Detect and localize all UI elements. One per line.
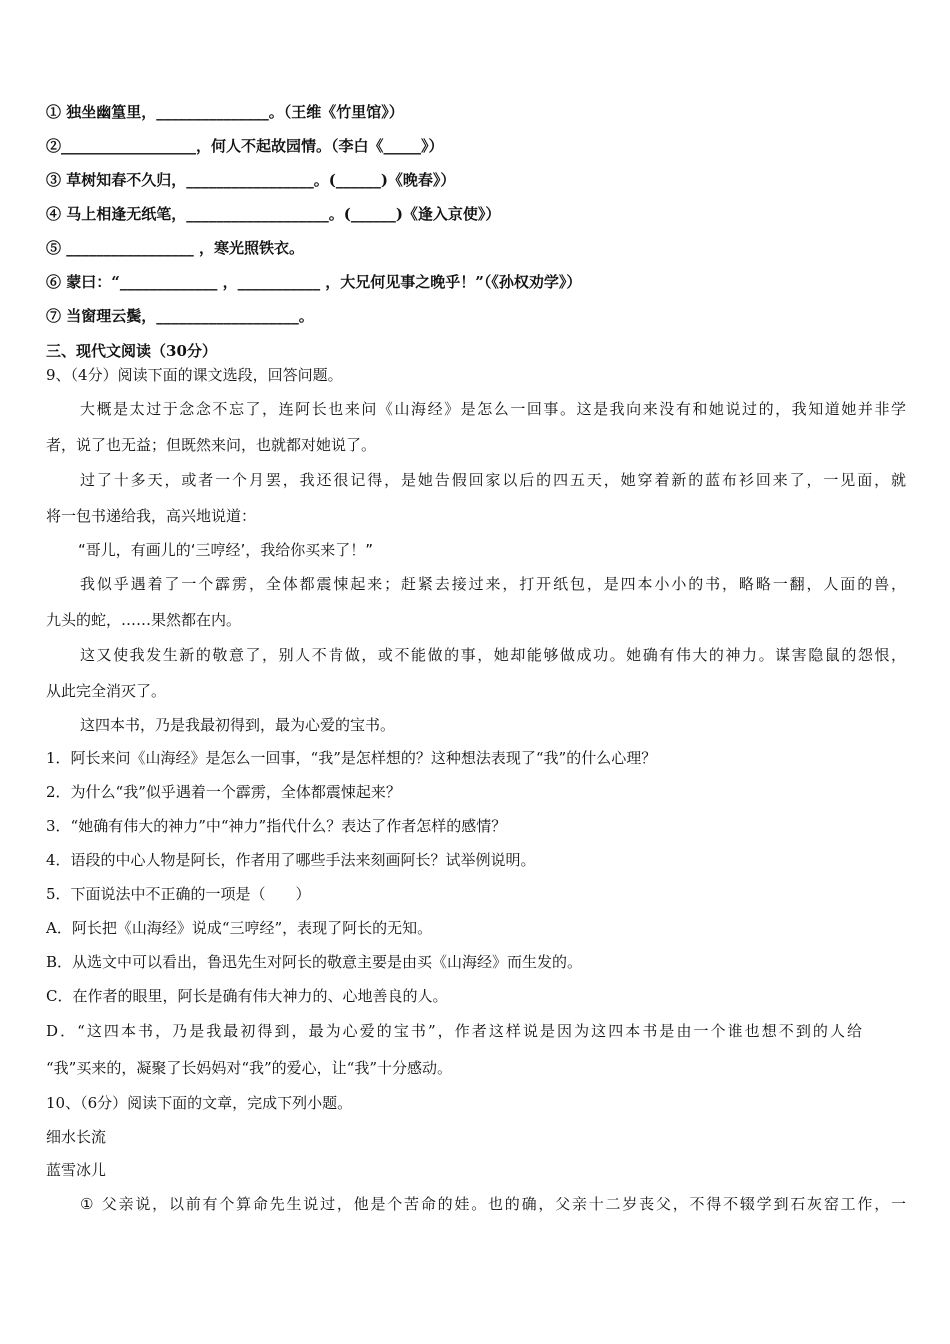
question-item: 5．下面说法中不正确的一项是（ ） xyxy=(46,885,311,903)
article-paragraph: ① 父亲说，以前有个算命先生说过，他是个苦命的娃。也的确，父亲十二岁丧父，不得不辍学到石灰窑工作，一 xyxy=(80,1195,906,1213)
article-author: 蓝雪冰儿 xyxy=(46,1161,107,1179)
option-d-cont: “我”买来的，凝聚了长妈妈对“我”的爱心，让“我”十分感动。 xyxy=(46,1059,453,1077)
passage-line: 过了十多天，或者一个月罢，我还很记得，是她告假回家以后的四五天，她穿着新的蓝布衫回来了，一见面，就 xyxy=(80,471,906,489)
option-b: B．从选文中可以看出，鲁迅先生对阿长的敬意主要是由买《山海经》而生发的。 xyxy=(46,953,583,971)
passage-line: 这四本书，乃是我最初得到，最为心爱的宝书。 xyxy=(80,716,396,734)
option-d: D．“这四本书，乃是我最初得到，最为心爱的宝书”，作者这样说是因为这四本书是由一个谁也想不到的人给 xyxy=(46,1022,862,1040)
question-item: 1．阿长来问《山海经》是怎么一回事，“我”是怎样想的？这种想法表现了“我”的什么心理？ xyxy=(46,749,657,767)
passage-line: 我似乎遇着了一个霹雳，全体都震悚起来；赶紧去接过来，打开纸包，是四本小小的书，略略一翻，人面的兽， xyxy=(80,575,906,593)
poem-line-1: ① 独坐幽篁里，_______________。（王维《竹里馆》） xyxy=(46,103,404,121)
question-item: 2．为什么“我”似乎遇着一个霹雳，全体都震悚起来？ xyxy=(46,783,401,801)
poem-line-7: ⑦ 当窗理云鬓，___________________。 xyxy=(46,307,314,325)
q9-intro: 9、（4分）阅读下面的课文选段，回答问题。 xyxy=(46,366,343,384)
passage-line: 者，说了也无益；但既然来问，也就都对她说了。 xyxy=(46,436,377,454)
poem-line-3: ③ 草树知春不久归，_________________。(______)《晚春》） xyxy=(46,171,456,189)
question-item: 4．语段的中心人物是阿长，作者用了哪些手法来刻画阿长？试举例说明。 xyxy=(46,851,536,869)
poem-line-6: ⑥ 蒙曰：“_____________ ，___________ ，大兄何见事之晚乎！”（《孙权劝学》） xyxy=(46,273,582,291)
poem-line-2: ②__________________，何人不起故园情。（李白《_____》） xyxy=(46,137,444,155)
article-title: 细水长流 xyxy=(46,1128,107,1146)
passage-line: 大概是太过于念念不忘了，连阿长也来问《山海经》是怎么一回事。这是我向来没有和她说过的，我知道她并非学 xyxy=(80,400,906,418)
poem-line-4: ④ 马上相逢无纸笔，___________________。(______)《逢入京使》） xyxy=(46,205,501,223)
q10-intro: 10、（6分）阅读下面的文章，完成下列小题。 xyxy=(46,1094,353,1112)
passage-line: 九头的蛇，……果然都在内。 xyxy=(46,611,242,629)
poem-line-5: ⑤ _________________ ，寒光照铁衣。 xyxy=(46,239,304,257)
option-c: C．在作者的眼里，阿长是确有伟大神力的、心地善良的人。 xyxy=(46,987,448,1005)
passage-dialogue: “哥儿，有画儿的‘三哼经’，我给你买来了！” xyxy=(78,541,374,559)
question-item: 3．“她确有伟大的神力”中“神力”指代什么？表达了作者怎样的感情？ xyxy=(46,817,507,835)
section-title: 三、现代文阅读（30分） xyxy=(46,342,217,360)
passage-line: 将一包书递给我，高兴地说道： xyxy=(46,507,257,525)
passage-line: 从此完全消灭了。 xyxy=(46,682,167,700)
option-a: A．阿长把《山海经》说成“三哼经”，表现了阿长的无知。 xyxy=(46,919,433,937)
passage-line: 这又使我发生新的敬意了，别人不肯做，或不能做的事，她却能够做成功。她确有伟大的神力。谋害隐鼠的怨恨， xyxy=(80,646,906,664)
